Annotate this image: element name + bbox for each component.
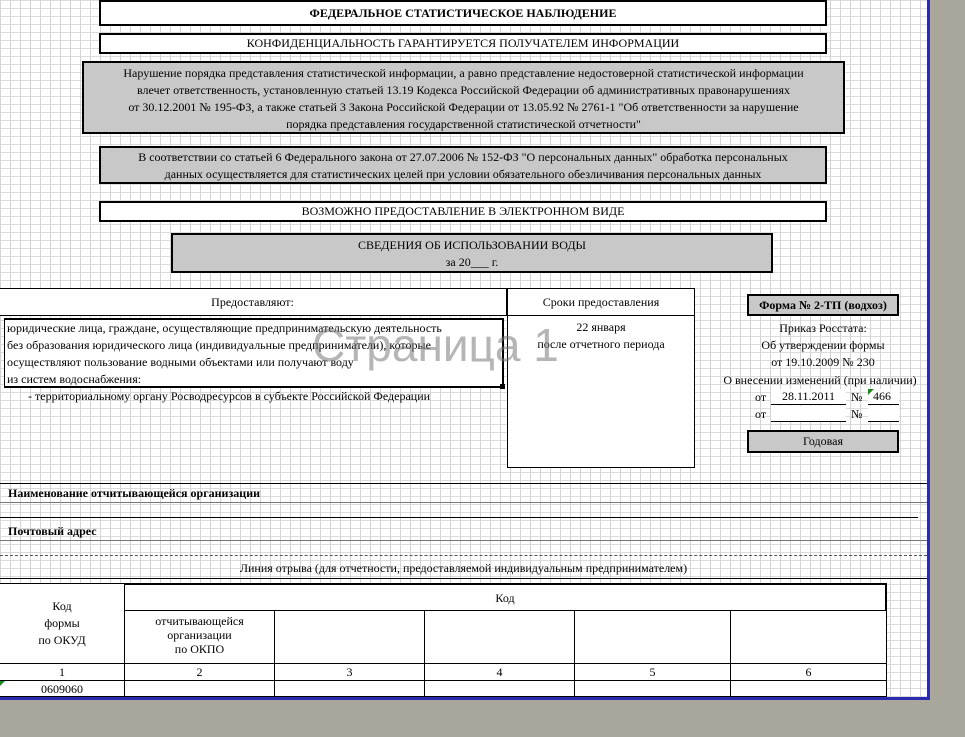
submitters-line: осуществляют пользование водными объектами или получают воду [7,355,354,369]
personal-data-notice [99,146,827,184]
deadlines-header-cell [507,288,695,316]
tear-line-text: Линия отрыва (для отчетности, предоставляемой индивидуальным предпринимателем) [239,561,688,575]
org-name-label: Наименование отчитывающейся организации [8,486,261,500]
col-number-6 [730,663,887,681]
okud-value-cell[interactable] [0,680,125,697]
tear-line-border [0,578,927,579]
changes-num-label-2: № [851,407,863,421]
period-text: Годовая [803,434,843,448]
submitters-header-cell [0,288,507,316]
confidentiality-banner [99,33,827,54]
org-top-border [0,483,927,484]
violation-line: порядка представления государственной статистической отчетности" [286,117,641,131]
page-border-right [927,0,930,699]
changes-number-value: 466 [873,389,891,403]
code-header-col4 [424,610,575,664]
violation-line: влечет ответственность, установленную статьей 13.19 Кодекса Российской Федерации об административных правонарушениях [137,83,790,97]
submitters-header: Предоставляют: [211,295,294,309]
changes-num-label: № [851,390,863,404]
okud-header-line: формы [44,616,80,630]
org-name-underline-2 [0,517,918,518]
submitters-description[interactable] [4,318,504,388]
code-header-col5 [574,610,731,664]
submitters-line: без образования юридического лица (индивидуальные предприниматели), которые [7,338,431,352]
okpo-header-line: по ОКПО [174,642,225,656]
okpo-header-cell [124,610,275,664]
code-header-col3 [274,610,425,664]
changes-from-label-2: от [755,407,767,421]
col-number-text: 1 [59,665,65,679]
code-header-cell [124,583,887,611]
changes-number-field-2[interactable] [868,406,899,422]
okpo-header-line: отчитывающейся [155,614,244,628]
cell-fill-handle[interactable] [500,384,505,389]
violation-line: Нарушение порядка представления статистической информации, а равно представление недостоверной статистической информации [123,66,804,80]
postal-address-label: Почтовый адрес [8,524,97,538]
okud-header-line: Код [52,599,72,613]
deadlines-header: Сроки предоставления [542,295,660,309]
okpo-header-line: организации [167,628,232,642]
org-name-underline [0,502,927,503]
col-number-text: 3 [346,665,353,679]
personal-data-line: данных осуществляется для статистических целей при условии обязательного обезличивания персональных данных [164,167,762,181]
form-changes-label: О внесении изменений (при наличии) [723,373,917,387]
violation-notice [82,61,845,134]
electronic-submission-text: ВОЗМОЖНО ПРЕДОСТАВЛЕНИЕ В ЭЛЕКТРОННОМ ВИДЕ [301,204,625,218]
okud-value: 0609060 [41,682,83,696]
code-value-col5[interactable] [574,680,731,697]
report-title-box [171,233,773,273]
changes-date-field-2[interactable] [771,406,846,422]
col-number-1 [0,663,125,681]
col-number-4 [424,663,575,681]
code-value-col6[interactable] [730,680,887,697]
deadline-note: после отчетного периода [537,337,665,351]
col-number-text: 2 [196,665,203,679]
period-box [747,430,899,453]
col-number-text: 5 [649,665,656,679]
report-title: СВЕДЕНИЯ ОБ ИСПОЛЬЗОВАНИИ ВОДЫ [357,238,587,252]
rosstat-order: Приказ Росстата: [779,321,867,335]
col-number-text: 4 [496,665,503,679]
form-approval: Об утверждении формы [761,338,885,352]
form-number: Форма № 2-ТП (водхоз) [759,298,887,312]
form-approval-date: от 19.10.2009 № 230 [771,355,875,369]
violation-line: от 30.12.2001 № 195-ФЗ, а также статьей 3 Закона Российской Федерации от 13.05.92 № 2761-1 "Об ответственности за нарушение [128,100,799,114]
code-value-col4[interactable] [424,680,575,697]
changes-from-label: от [755,390,767,404]
submitters-recipient: - территориальному органу Росводресурсов в субъекте Российской Федерации [28,389,431,403]
okud-header-line: по ОКУД [38,633,86,647]
okpo-value-cell[interactable] [124,680,275,697]
col-number-5 [574,663,731,681]
changes-date-field[interactable] [771,389,846,405]
electronic-submission-banner [99,201,827,222]
report-period: за 20___ г. [445,255,499,269]
code-value-col3[interactable] [274,680,425,697]
comment-indicator-icon [868,389,874,395]
page-border-bottom [0,697,930,700]
changes-date-value: 28.11.2011 [781,389,836,403]
comment-indicator-icon [0,681,5,686]
federal-observation-banner [99,0,827,26]
confidentiality-text: КОНФИДЕНЦИАЛЬНОСТЬ ГАРАНТИРУЕТСЯ ПОЛУЧАТЕЛЕМ ИНФОРМАЦИИ [246,36,680,50]
code-header: Код [495,591,515,605]
address-underline [0,540,927,541]
deadline-date: 22 января [576,320,626,334]
okud-header-cell [0,583,125,664]
form-number-box [747,294,899,316]
col-number-3 [274,663,425,681]
personal-data-line: В соответствии со статьей 6 Федерального закона от 27.07.2006 № 152-ФЗ "О персональных данных" обработка персональных [138,150,788,164]
address-underline-2 [0,555,927,556]
federal-observation-text: ФЕДЕРАЛЬНОЕ СТАТИСТИЧЕСКОЕ НАБЛЮДЕНИЕ [309,6,617,20]
page-watermark: Страница 1 [312,319,559,371]
col-number-text: 6 [805,665,812,679]
submitters-line: из систем водоснабжения: [7,372,142,386]
submitters-line: юридические лица, граждане, осуществляющие предпринимательскую деятельность [7,321,442,335]
col-number-2 [124,663,275,681]
code-header-col6 [730,610,887,664]
deadlines-body-cell [507,315,695,468]
